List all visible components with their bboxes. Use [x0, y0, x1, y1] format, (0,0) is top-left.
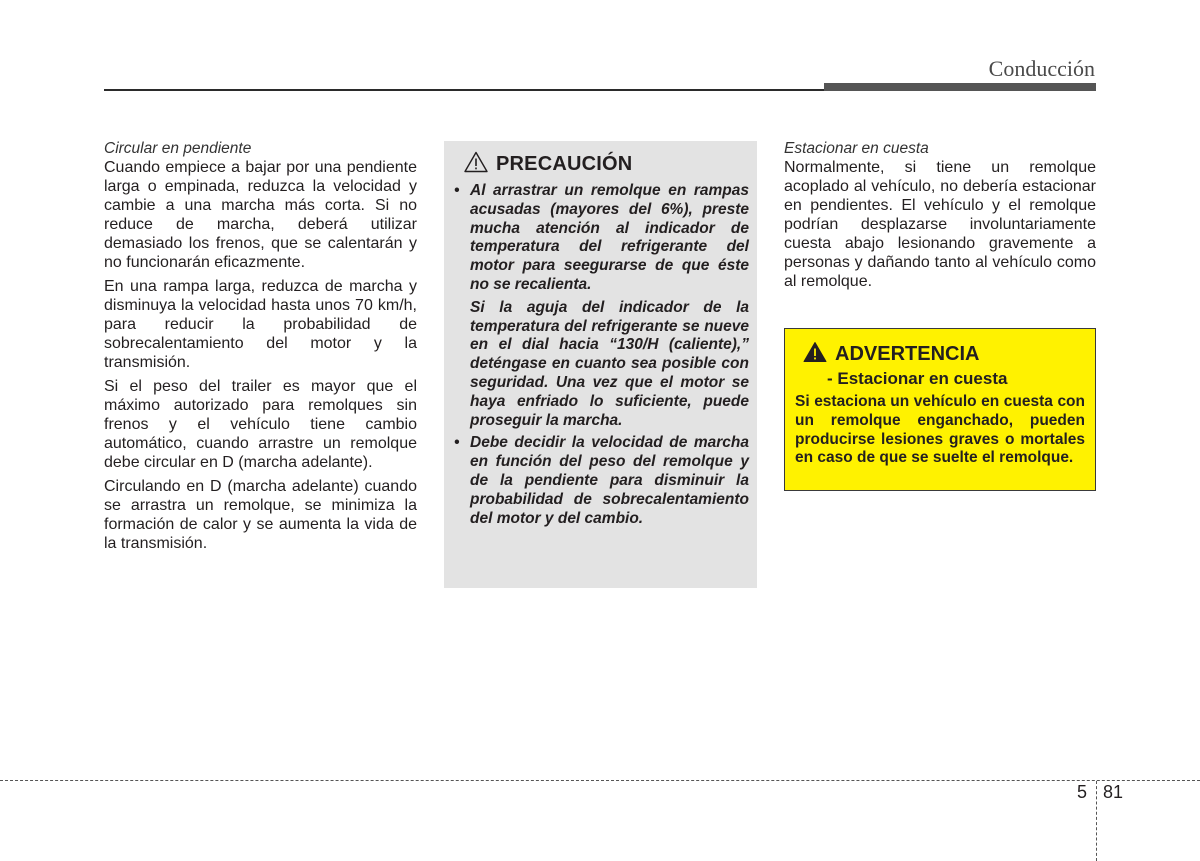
body-paragraph: Normalmente, si tiene un remolque acoplado al vehículo, no debería estacionar en pendientes. El vehículo y el remolque podrían desplazarse involuntariamente cuesta abajo lesionando gravemente a personas y dañando tanto al vehículo como al remolque.: [784, 159, 1096, 290]
page-number: 81: [1103, 782, 1124, 802]
header-rule: [104, 89, 824, 91]
body-paragraph: Si el peso del trailer es mayor que el máximo autorizado para remolques sin frenos y el vehículo tiene cambio automático, cuando arrastre un remolque debe circular en D (marcha adelante).: [104, 378, 417, 471]
caution-title: PRECAUCIÓN: [496, 153, 633, 175]
caution-item: [454, 434, 749, 528]
warning-subtitle: - Estacionar en cuesta: [827, 369, 1008, 388]
header-rule-accent: [824, 83, 1096, 91]
warning-box: [784, 328, 1096, 491]
caution-box: [444, 141, 757, 588]
body-paragraph: Circulando en D (marcha adelante) cuando se arrastra un remolque, se minimiza la formación de calor y se aumenta la vida de la transmisión.: [104, 478, 417, 552]
body-paragraph: Cuando empiece a bajar por una pendiente larga o empinada, reduzca la velocidad y cambie a una marcha más corta. Si no reduce de marcha, deberá utilizar demasiado los frenos, que se calentarán y no funcionarán eficazmente.: [104, 159, 417, 271]
warning-text: Si estaciona un vehículo en cuesta con un remolque enganchado, pueden producirse lesiones graves o mortales en caso de que se suelte el remolque.: [795, 393, 1085, 467]
footer-divider-vertical: [1096, 781, 1097, 861]
caution-list: [454, 182, 749, 528]
warning-triangle-icon: [803, 341, 827, 368]
bullet: •: [454, 182, 460, 199]
warning-title: ADVERTENCIA: [835, 343, 980, 365]
section-heading: Circular en pendiente: [104, 140, 252, 157]
section-title: Conducción: [988, 56, 1095, 81]
left-column: [104, 139, 417, 558]
caution-text: Debe decidir la velocidad de marcha en función del peso del remolque y de la pendiente para disminuir la probabilidad de sobrecalentamiento del motor y del cambio.: [470, 434, 749, 527]
caution-header: [464, 151, 749, 178]
bullet: •: [454, 434, 460, 452]
caution-text: Al arrastrar un remolque en rampas acusadas (mayores del 6%), preste mucha atención al indicador de temperatura del refrigerante del motor para seegurarse de que éste no se recalienta.: [470, 182, 749, 293]
caution-item: [454, 182, 749, 430]
right-column: [784, 139, 1096, 296]
caution-triangle-icon: [464, 151, 488, 178]
section-heading: Estacionar en cuesta: [784, 140, 929, 157]
body-paragraph: En una rampa larga, reduzca de marcha y disminuya la velocidad hasta unos 70 km/h, para reducir la probabilidad de sobrecalentamiento del motor y la transmisión.: [104, 278, 417, 371]
chapter-number: 5: [1077, 782, 1088, 802]
warning-header: [803, 341, 1085, 368]
footer-divider: [0, 780, 1200, 781]
caution-text: Si la aguja del indicador de la temperatura del refrigerante se nueve en el dial hacia “130/H (caliente),” deténgase en cuanto sea posible con seguridad. Una vez que el motor se haya enfriado lo suficiente, puede proseguir la marcha.: [470, 298, 749, 429]
